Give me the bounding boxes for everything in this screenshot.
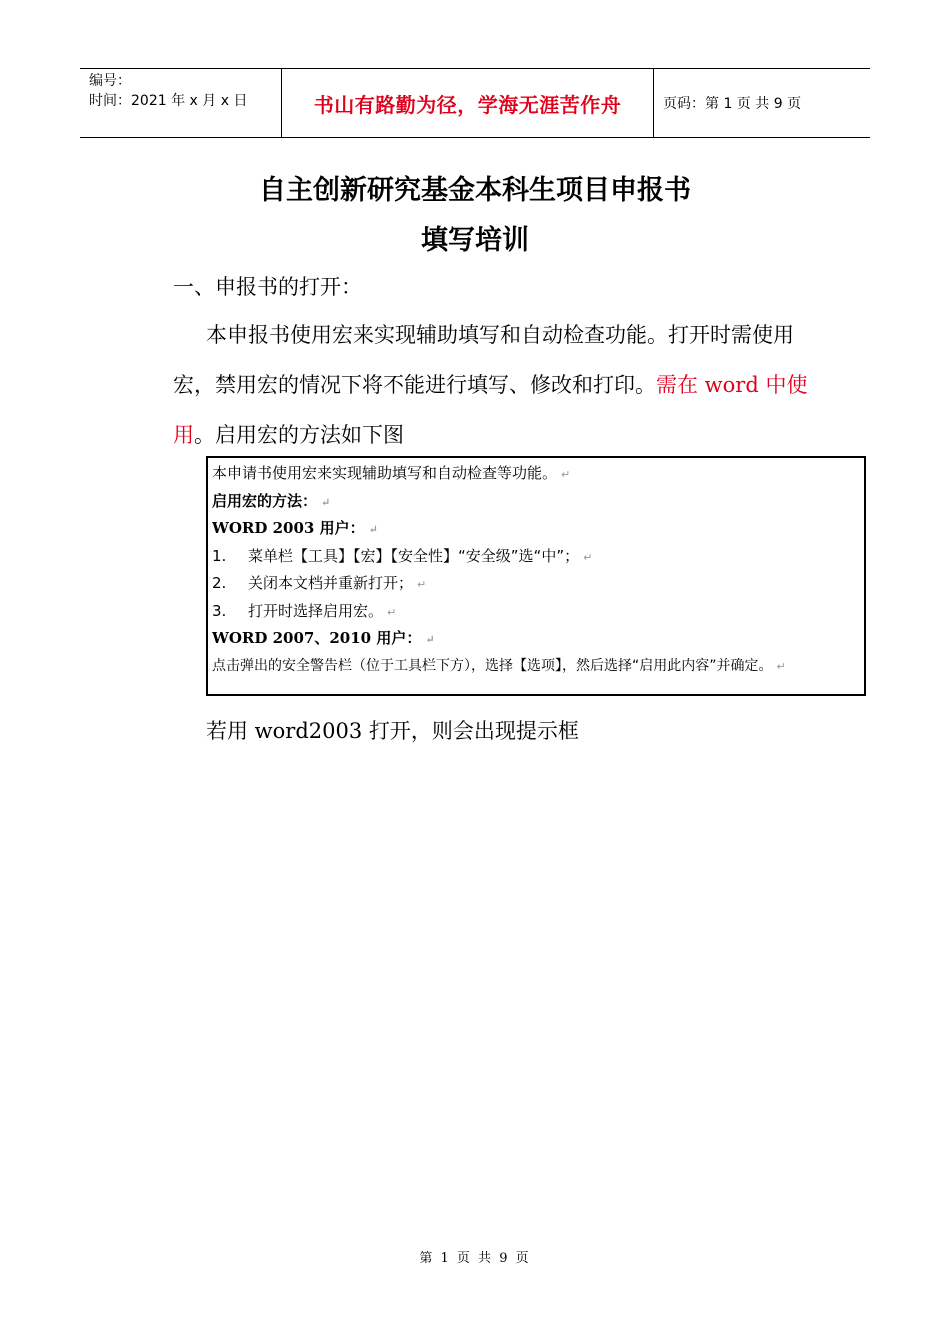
paragraph-mark-icon: ↵ bbox=[387, 605, 397, 619]
document-header bbox=[80, 68, 870, 138]
list-number: 3. bbox=[212, 601, 227, 620]
paragraph-mark-icon: ↵ bbox=[425, 633, 435, 646]
paragraph-text: 本申报书使用宏来实现辅助填写和自动检查功能。打开时需使用宏，禁用宏的情况下将不能进行填写、修改和打印。 bbox=[173, 323, 794, 397]
section-paragraph bbox=[173, 310, 813, 460]
paragraph-mark-icon: ↵ bbox=[321, 495, 331, 509]
document-subtitle: 填写培训 bbox=[421, 225, 529, 256]
box-line-text: 本申请书使用宏来实现辅助填写和自动检查等功能。 bbox=[212, 464, 558, 482]
section-heading: 一、申报书的打开： bbox=[173, 275, 362, 299]
box-line bbox=[212, 515, 860, 543]
paragraph-highlight: 需在 word 中使用 bbox=[173, 373, 808, 447]
box-line-text: 启用宏的方法： bbox=[212, 491, 318, 510]
box-line bbox=[212, 460, 860, 488]
list-number: 2. bbox=[212, 574, 227, 592]
list-text: 打开时选择启用宏。 bbox=[248, 601, 384, 620]
box-list-item bbox=[212, 598, 860, 626]
box-list-item bbox=[212, 570, 860, 598]
after-box-text: 若用 word2003 打开，则会出现提示框 bbox=[206, 719, 579, 743]
number-label: 编号： bbox=[89, 73, 131, 89]
document-title: 自主创新研究基金本科生项目申报书 bbox=[259, 175, 691, 206]
box-list-item bbox=[212, 543, 860, 571]
header-meta bbox=[80, 69, 281, 137]
box-line-text: WORD 2003 用户： bbox=[212, 519, 365, 537]
page-footer: 第 1 页 共 9 页 bbox=[419, 1251, 531, 1266]
header-page-info: 页码：第 1 页 共 9 页 bbox=[663, 96, 802, 112]
list-text: 菜单栏【工具】【宏】【安全性】“安全级”选“中”； bbox=[248, 546, 580, 565]
paragraph-mark-icon: ↵ bbox=[561, 468, 571, 481]
list-text: 关闭本文档并重新打开； bbox=[248, 574, 414, 592]
box-line-text: WORD 2007、2010 用户： bbox=[212, 629, 422, 647]
box-line bbox=[212, 488, 860, 516]
time-label: 时间：2021 年 x 月 x 日 bbox=[89, 93, 248, 109]
header-motto: 书山有路勤为径，学海无涯苦作舟 bbox=[281, 69, 654, 137]
list-number: 1. bbox=[212, 546, 227, 565]
instruction-box bbox=[206, 456, 866, 696]
paragraph-mark-icon: ↵ bbox=[583, 550, 593, 564]
paragraph-mark-icon: ↵ bbox=[417, 578, 427, 591]
paragraph-text-end: 。启用宏的方法如下图 bbox=[194, 423, 404, 447]
box-line-text: 点击弹出的安全警告栏（位于工具栏下方），选择【选项】，然后选择“启用此内容”并确定。 bbox=[212, 657, 773, 674]
paragraph-mark-icon: ↵ bbox=[776, 659, 786, 673]
box-line bbox=[212, 653, 860, 681]
paragraph-mark-icon: ↵ bbox=[368, 523, 378, 536]
box-line bbox=[212, 625, 860, 653]
